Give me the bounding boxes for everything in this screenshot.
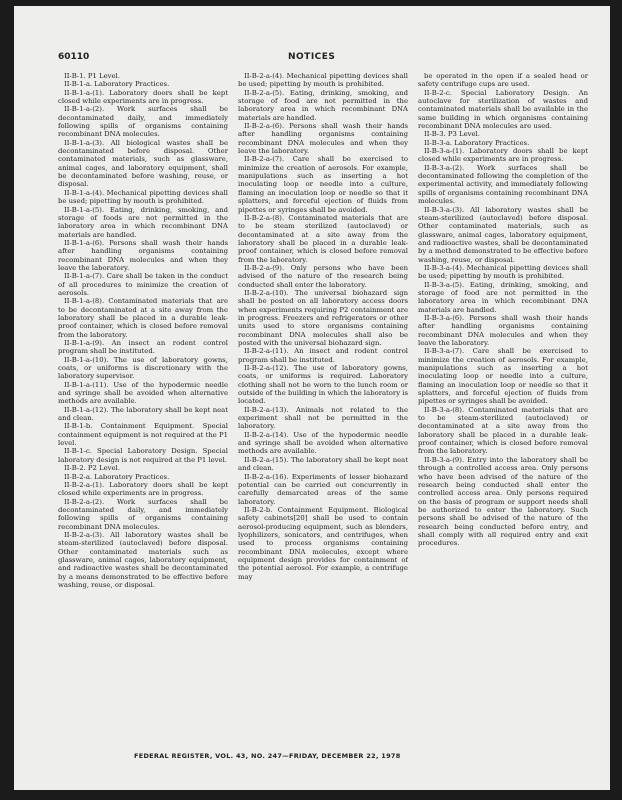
page-number: 60110: [58, 52, 90, 62]
paragraph: II-B-3-a-(4). Mechanical pipetting devices shall be used; pipetting by mouth is prohibited.: [418, 263, 588, 281]
paragraph: II-B-1-a-(9). An insect an rodent control program shall be instituted.: [58, 339, 228, 356]
paragraph: II-B-2-a. Laboratory Practices.: [64, 472, 170, 481]
paragraph: II-B-2-a-(10). The universal biohazard sign shall be posted on all laboratory access doors when experiments requiring P2 containment are in progress. Freezers and refrigerators or other units used to store organisms containing recombinant DNA molecules shall also be posted with the universal biohazard sign.: [238, 288, 408, 347]
paragraph: II-B-2-a-(5). Eating, drinking, smoking, and storage of food are not permitted in the laboratory area in which recombinant DNA materials are handled.: [238, 88, 408, 122]
paragraph: II-B-3-a-(9). Entry into the laboratory shall be through a controlled access area. Only persons who have been advised of the nature of the research being conducted shall enter the controlled access area. Only persons required on the basis of program or support needs shall be authorized to enter the laboratory. Such persons shall be advised of the nature of the research being conducted before entry, and shall comply with all required entry and exit procedures.: [418, 455, 588, 548]
paragraph: II-B-2-a-(7). Care shall be exercised to minimize the creation of aerosols. For example, manipulations such as inserting a hot inoculating loop or needle into a culture, flaming an inoculation loop or needle so that it splatters, and forceful ejection of fluids from pipettes or syringes shall be avoided.: [238, 155, 408, 214]
paragraph: II-B-2-c. Special Laboratory Design. An autoclave for sterilization of wastes and contaminated materials shall be available in the same building in which organisms containing recombinant DNA molecules are used.: [418, 88, 588, 131]
paragraph: II-B-1-a-(4). Mechanical pipetting devices shall be used; pipetting by mouth is prohibited.: [58, 188, 228, 206]
paragraph: II-B-2-a-(8). Contaminated materials that are to be steam sterilized (autoclaved) or decontaminated at a site away from the laboratory shall be placed in a durable leak-proof container, which is closed before removal from the laboratory.: [238, 213, 408, 264]
page-footer: FEDERAL REGISTER, VOL. 43, NO. 247—FRIDAY, DECEMBER 22, 1978: [134, 752, 401, 760]
paragraph: II-B-2-a-(2). Work surfaces shall be decontaminated daily, and immediately following spills of organisms containing recombinant DNA molecules.: [58, 497, 228, 531]
paragraph: II-B-1-a-(8). Contaminated materials that are to be decontaminated at a site away from the laboratory shall be placed in a durable leak-proof container, which is closed before removal from the laboratory.: [58, 297, 228, 339]
paragraph: II-B-1-a-(10). The use of laboratory gowns, coats, or uniforms is discretionary with the laboratory supervisor.: [58, 355, 228, 381]
column-2: [238, 72, 408, 740]
paragraph: II-B-3-a-(8). Contaminated materials that are to be steam-sterilized (autoclaved) or decontaminated at a site away from the laboratory shall be placed in a durable leak-proof container, which is closed before removal from the laboratory.: [418, 405, 588, 456]
paragraph: II-B-1-a-(6). Persons shall wash their hands after handling organisms containing recombinant DNA molecules and when they leave the laboratory.: [58, 238, 228, 272]
paragraph: II-B-3-a-(6). Persons shall wash their hands after handling organisms containing recombinant DNA molecules and when they leave the laboratory.: [418, 313, 588, 347]
paragraph: II-B-1-a-(7). Care shall be taken in the conduct of all procedures to minimize the creation of aerosols.: [58, 272, 228, 297]
paragraph: II-B-1-a-(2). Work surfaces shall be decontaminated daily, and immediately following spills of organisms containing recombinant DNA molecules.: [58, 105, 228, 139]
paragraph: II-B-3. P3 Level.: [424, 130, 480, 139]
column-1: [58, 72, 228, 740]
paragraph: II-B-3-a. Laboratory Practices.: [424, 138, 530, 147]
paragraph: II-B-3-a-(3). All laboratory wastes shall be steam-sterilized (autoclaved) before disposal. Other contaminated materials, such as glassware, animal cages, laboratory equipment, and radioactive wastes, shall be decontaminated by a method demonstrated to be effective before washing, reuse, or disposal.: [418, 205, 588, 264]
paragraph: II-B-1-c. Special Laboratory Design. Special laboratory design is not required at the P1 level.: [58, 447, 228, 464]
paragraph: II-B-1-a-(1). Laboratory doors shall be kept closed while experiments are in progress.: [58, 88, 228, 106]
paragraph: be operated in the open if a sealed head or safety centrifuge cups are used.: [418, 72, 588, 89]
paragraph: II-B-2-b. Containment Equipment. Biological safety cabinets[20] shall be used to contain aerosol-producing equipment, such as blenders, lyophilizers, sonicators, and centrifuges, when used to process organisms containing recombinant DNA molecules, except where equipment design provides for containment of the potential aerosol. For example, a centrifuge may: [238, 505, 408, 581]
paragraph: II-B-1-a-(12). The laboratory shall be kept neat and clean.: [58, 405, 228, 423]
paragraph: II-B-3-a-(2). Work surfaces shall be decontaminated following the completion of the experimental activity, and immediately following spills of organisms containing recombinant DNA molecules.: [418, 163, 588, 206]
paragraph: II-B-2-a-(3). All laboratory wastes shall be steam-sterilized (autoclaved) before disposal. Other contaminated materials such as glassware, animal cages, laboratory equipment, and radioactive wastes shall be decontaminated by a means demonstrated to be effective before washing, reuse, or disposal.: [58, 530, 228, 589]
paragraph: II-B-2-a-(9). Only persons who have been advised of the nature of the research being conducted shall enter the laboratory.: [238, 263, 408, 289]
paragraph: II-B-2-a-(15). The laboratory shall be kept neat and clean.: [238, 455, 408, 473]
paragraph: II-B-1-a-(3). All biological wastes shall be decontaminated before disposal. Other contaminated materials, such as glassware, animal cages, and laboratory equipment, shall be decontaminated before washing, reuse, or disposal.: [58, 138, 228, 189]
section-title: NOTICES: [288, 52, 336, 62]
paragraph: II-B-2-a-(12). The use of laboratory gowns, coats, or uniforms is required. Laboratory clothing shall not be worn to the lunch room or outside of the building in which the laboratory is located.: [238, 364, 408, 406]
paragraph: II-B-1-a-(5). Eating, drinking, smoking, and storage of foods are not permitted in the laboratory area in which recombinant DNA materials are handled.: [58, 205, 228, 239]
paragraph: II-B-3-a-(5). Eating, drinking, smoking, and storage of food are not permitted in the laboratory area in which recombinant DNA materials are handled.: [418, 280, 588, 314]
paragraph: II-B-2-a-(13). Animals not related to the experiment shall not be permitted in the laboratory.: [238, 405, 408, 431]
paragraph: II-B-1-a-(11). Use of the hypodermic needle and syringe shall be avoided when alternative methods are available.: [58, 380, 228, 406]
paragraph: II-B-2-a-(14). Use of the hypodermic needle and syringe shall be avoided when alternative methods are available.: [238, 430, 408, 456]
page-header: [58, 52, 590, 66]
paragraph: II-B-1-a. Laboratory Practices.: [64, 80, 170, 89]
paragraph: II-B-3-a-(7). Care shall be exercised to minimize the creation of aerosols. For example, manipulations such as inserting a hot inoculating loop or needle into a culture, flaming an inoculation loop or needle so that it splatters, and forceful ejection of fluids from pipettes or syringes shall be avoided.: [418, 347, 588, 406]
paragraph: II-B-2. P2 Level.: [64, 464, 120, 473]
paragraph: II-B-2-a-(4). Mechanical pipetting devices shall be used; pipetting by mouth is prohibited.: [238, 72, 408, 89]
text-columns: [58, 72, 593, 740]
column-3: [418, 72, 588, 740]
paragraph: II-B-2-a-(16). Experiments of lesser biohazard potential can be carried out concurrently in carefully demarcated areas of the same laboratory.: [238, 472, 408, 506]
paragraph: II-B-3-a-(1). Laboratory doors shall be kept closed while experiments are in progress.: [418, 147, 588, 164]
paragraph: II-B-2-a-(6). Persons shall wash their hands after handling organisms containing recombinant DNA molecules and when they leave the laboratory.: [238, 122, 408, 156]
document-page: [14, 6, 610, 790]
paragraph: II-B-2-a-(11). An insect and rodent control program shall be instituted.: [238, 347, 408, 364]
paragraph: II-B-1-b. Containment Equipment. Special containment equipment is not required at the P1 level.: [58, 422, 228, 448]
paragraph: II-B-1. P1 Level.: [64, 72, 120, 80]
paragraph: II-B-2-a-(1). Laboratory doors shall be kept closed while experiments are in progress.: [58, 480, 228, 498]
